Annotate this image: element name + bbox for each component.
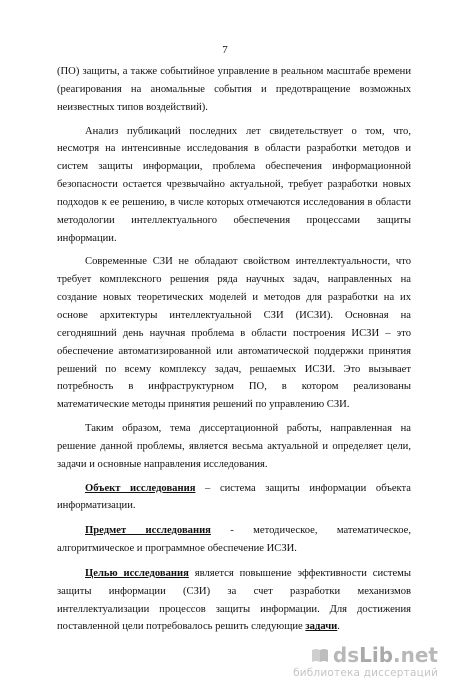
watermark (293, 644, 438, 680)
subject-term: Предмет исследования (85, 525, 211, 537)
subject-text: - методическое, математическое, алгоритмическое и программное обеспечение ИСЗИ. (57, 525, 411, 555)
watermark-ds: ds (332, 642, 360, 667)
object-text: – система защиты информации объекта информатизации. (57, 482, 411, 512)
goal-text: является повышение эффективности системы защиты информации (СЗИ) за счет разработки механизмов интеллектуализации процессов защиты информации. Для достижения поставленной цели потребовалось решить следующие (57, 567, 411, 633)
object-term: Объект исследования (85, 482, 196, 494)
goal-term: Целью исследования (85, 567, 189, 579)
watermark-logo (293, 644, 438, 668)
goal-end: . (337, 621, 340, 633)
watermark-subtitle: библиотека диссертаций (293, 667, 438, 679)
paragraph-4: Таким образом, тема диссертационной работы, направленная на решение данной проблемы, является весьма актуальной и определяет цели, задачи и основные направления исследования. (57, 423, 411, 470)
paragraph-3: Современные СЗИ не обладают свойством интеллектуальности, что требует комплексного решения ряда научных задач, направленных на создание новых теоретических моделей и методов для разработки на их основе архитектуры интеллектуальной СЗИ (ИСЗИ). Основная на сегодняшний день научная проблема в области построения ИСЗИ – это обеспечение автоматизированной или автоматической поддержки принятия решений по всему комплексу задач, решаемых ИСЗИ. Это вызывает потребность в инфраструктурном ПО, в котором реализованы математические методы принятия решений по управлению СЗИ. (57, 256, 411, 411)
paragraph-goal (57, 565, 411, 636)
book-icon (311, 645, 329, 667)
paragraph-2: Анализ публикаций последних лет свидетельствует о том, что, несмотря на интенсивные исследования в области разработки методов и систем защиты информации, проблема обеспечения информационной безопасности остается чрезвычайно актуальной, требует разработки новых подходов к ее решению, в числе которых отмечаются исследования в области методологии интеллектуального обеспечения процессами защиты информации. (57, 125, 411, 244)
document-body (57, 63, 411, 642)
watermark-lib: Lib (359, 642, 394, 667)
paragraph-object (57, 480, 411, 516)
watermark-net: .net (393, 642, 438, 667)
paragraph-subject (57, 522, 411, 558)
paragraph-1: (ПО) защиты, а также событийное управление в реальном масштабе времени (реагирования на аномальные события и предотвращение возможных неизвестных типов воздействий). (57, 66, 411, 113)
page-number: 7 (222, 44, 228, 56)
tasks-term: задачи (305, 621, 338, 633)
